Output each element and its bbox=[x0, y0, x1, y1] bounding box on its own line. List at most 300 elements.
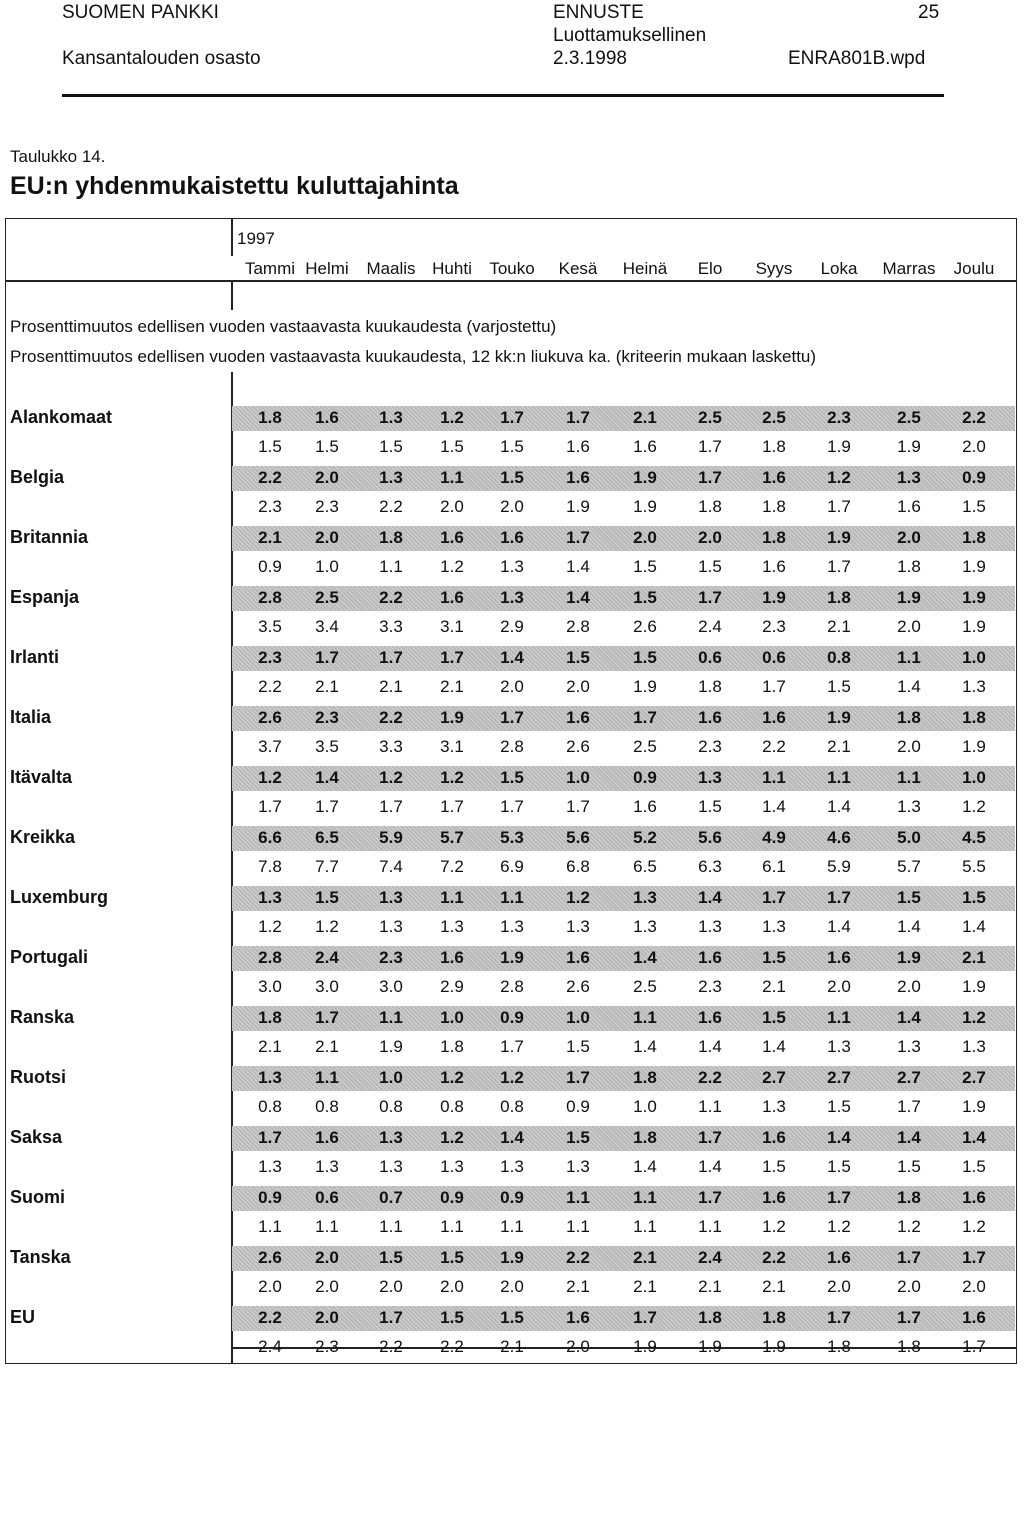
shaded-value-cell: 1.2 bbox=[440, 1068, 464, 1087]
moving-average-value-cell: 1.3 bbox=[762, 1097, 786, 1116]
moving-average-value-cell: 1.4 bbox=[827, 797, 851, 816]
month-header-cell: Joulu bbox=[953, 259, 995, 278]
moving-average-value-cell: 1.2 bbox=[962, 797, 986, 816]
moving-average-value-cell: 1.2 bbox=[962, 1217, 986, 1236]
moving-average-value-cell: 1.2 bbox=[440, 557, 464, 576]
moving-average-value-cell: 1.3 bbox=[258, 1157, 282, 1176]
shaded-value-cell: 1.3 bbox=[258, 888, 282, 907]
shaded-value-cell: 1.6 bbox=[315, 408, 339, 427]
shaded-value-cell: 2.4 bbox=[315, 948, 339, 967]
shaded-value-cell: 1.4 bbox=[633, 948, 657, 967]
moving-average-value-cell: 1.5 bbox=[762, 1157, 786, 1176]
shaded-value-cell: 1.6 bbox=[698, 948, 722, 967]
shaded-value-cell: 2.0 bbox=[633, 528, 657, 547]
moving-average-value-cell: 1.7 bbox=[379, 797, 403, 816]
shaded-value-cell: 2.7 bbox=[897, 1068, 921, 1087]
moving-average-value-cell: 1.5 bbox=[633, 557, 657, 576]
shaded-value-cell: 1.9 bbox=[500, 948, 524, 967]
moving-average-value-cell: 1.6 bbox=[762, 557, 786, 576]
moving-average-value-cell: 3.7 bbox=[258, 737, 282, 756]
moving-average-value-cell: 1.5 bbox=[315, 437, 339, 456]
moving-average-value-cell: 0.8 bbox=[258, 1097, 282, 1116]
moving-average-value-cell: 2.8 bbox=[500, 977, 524, 996]
shaded-value-cell: 1.8 bbox=[897, 708, 921, 727]
moving-average-value-cell: 1.9 bbox=[633, 677, 657, 696]
shaded-value-cell: 1.2 bbox=[500, 1068, 524, 1087]
shaded-value-cell: 1.7 bbox=[500, 708, 524, 727]
moving-average-value-cell: 2.3 bbox=[698, 977, 722, 996]
moving-average-value-cell: 1.5 bbox=[500, 437, 524, 456]
moving-average-value-cell: 1.4 bbox=[962, 917, 986, 936]
moving-average-value-cell: 1.7 bbox=[500, 797, 524, 816]
shaded-value-cell: 2.7 bbox=[827, 1068, 851, 1087]
shaded-value-cell: 2.2 bbox=[258, 1308, 282, 1327]
shaded-value-cell: 2.7 bbox=[762, 1068, 786, 1087]
moving-average-value-cell: 1.1 bbox=[698, 1097, 722, 1116]
month-header-cell: Elo bbox=[697, 259, 723, 278]
shaded-value-cell: 1.6 bbox=[566, 708, 590, 727]
moving-average-value-cell: 1.2 bbox=[315, 917, 339, 936]
shaded-value-cell: 1.2 bbox=[566, 888, 590, 907]
moving-average-value-cell: 1.3 bbox=[633, 917, 657, 936]
moving-average-value-cell: 2.2 bbox=[440, 1337, 464, 1356]
shaded-value-cell: 0.9 bbox=[962, 468, 986, 487]
moving-average-value-cell: 2.3 bbox=[698, 737, 722, 756]
moving-average-value-cell: 7.4 bbox=[379, 857, 403, 876]
shaded-value-cell: 1.7 bbox=[698, 468, 722, 487]
shaded-value-cell: 1.8 bbox=[258, 1008, 282, 1027]
shaded-value-cell: 1.6 bbox=[698, 1008, 722, 1027]
shaded-value-cell: 1.7 bbox=[698, 588, 722, 607]
moving-average-value-cell: 1.1 bbox=[440, 1217, 464, 1236]
moving-average-value-cell: 1.3 bbox=[440, 917, 464, 936]
month-header-cell: Kesä bbox=[558, 259, 598, 278]
shaded-value-cell: 1.8 bbox=[962, 708, 986, 727]
shaded-value-cell: 2.0 bbox=[315, 528, 339, 547]
moving-average-value-cell: 1.4 bbox=[762, 1037, 786, 1056]
shaded-value-cell: 1.4 bbox=[315, 768, 339, 787]
shaded-value-cell: 1.5 bbox=[762, 948, 786, 967]
shaded-row-description: Prosenttimuutos edellisen vuoden vastaavasta kuukaudesta (varjostettu) bbox=[10, 317, 557, 336]
page-number: 25 bbox=[918, 2, 940, 23]
shaded-value-cell: 5.7 bbox=[440, 828, 464, 847]
moving-average-value-cell: 6.3 bbox=[698, 857, 722, 876]
moving-average-value-cell: 2.0 bbox=[315, 1277, 339, 1296]
moving-average-value-cell: 1.8 bbox=[440, 1037, 464, 1056]
moving-average-value-cell: 6.8 bbox=[566, 857, 590, 876]
moving-average-value-cell: 1.5 bbox=[258, 437, 282, 456]
moving-average-value-cell: 2.4 bbox=[258, 1337, 282, 1356]
moving-average-value-cell: 7.2 bbox=[440, 857, 464, 876]
shaded-value-cell: 1.6 bbox=[827, 948, 851, 967]
moving-average-value-cell: 1.3 bbox=[566, 917, 590, 936]
shaded-value-cell: 1.4 bbox=[500, 648, 524, 667]
moving-average-value-cell: 1.5 bbox=[698, 797, 722, 816]
moving-average-value-cell: 2.8 bbox=[500, 737, 524, 756]
moving-average-value-cell: 1.9 bbox=[698, 1337, 722, 1356]
shaded-value-cell: 1.1 bbox=[315, 1068, 339, 1087]
shaded-value-cell: 1.7 bbox=[633, 708, 657, 727]
moving-average-value-cell: 1.3 bbox=[962, 1037, 986, 1056]
shaded-value-cell: 0.9 bbox=[440, 1188, 464, 1207]
moving-average-value-cell: 1.4 bbox=[897, 917, 921, 936]
shaded-value-cell: 1.1 bbox=[897, 768, 921, 787]
moving-average-value-cell: 2.0 bbox=[440, 497, 464, 516]
shaded-value-cell: 1.3 bbox=[379, 1128, 403, 1147]
table-caption: Taulukko 14. bbox=[10, 147, 106, 166]
month-header-cell: Syys bbox=[755, 259, 793, 278]
shaded-value-cell: 1.5 bbox=[566, 1128, 590, 1147]
country-name: Ranska bbox=[10, 1007, 75, 1027]
shaded-value-cell: 4.9 bbox=[762, 828, 786, 847]
moving-average-value-cell: 2.2 bbox=[379, 1337, 403, 1356]
header-divider bbox=[5, 280, 1017, 282]
moving-average-value-cell: 2.1 bbox=[315, 677, 339, 696]
shaded-value-cell: 2.3 bbox=[379, 948, 403, 967]
country-name: Irlanti bbox=[10, 647, 60, 667]
shaded-value-cell: 1.0 bbox=[962, 768, 986, 787]
shaded-value-cell: 1.6 bbox=[500, 528, 524, 547]
country-name: Suomi bbox=[10, 1187, 66, 1207]
shaded-value-cell: 1.6 bbox=[698, 708, 722, 727]
shaded-value-cell: 2.5 bbox=[897, 408, 921, 427]
shaded-value-cell: 1.6 bbox=[762, 468, 786, 487]
moving-average-value-cell: 1.7 bbox=[827, 557, 851, 576]
moving-average-value-cell: 1.5 bbox=[962, 1157, 986, 1176]
shaded-value-cell: 1.9 bbox=[500, 1248, 524, 1267]
table-title: EU:n yhdenmukaistettu kuluttajahinta bbox=[10, 172, 459, 200]
country-name: Italia bbox=[10, 707, 52, 727]
country-name: Luxemburg bbox=[10, 887, 109, 907]
moving-average-value-cell: 2.0 bbox=[258, 1277, 282, 1296]
moving-average-value-cell: 1.1 bbox=[379, 557, 403, 576]
shaded-value-cell: 1.7 bbox=[566, 408, 590, 427]
shaded-value-cell: 1.5 bbox=[500, 1308, 524, 1327]
country-name: Belgia bbox=[10, 467, 65, 487]
shaded-value-cell: 2.4 bbox=[698, 1248, 722, 1267]
moving-average-value-cell: 2.1 bbox=[827, 737, 851, 756]
moving-average-value-cell: 1.5 bbox=[566, 1037, 590, 1056]
moving-average-value-cell: 1.1 bbox=[379, 1217, 403, 1236]
moving-average-value-cell: 2.0 bbox=[827, 1277, 851, 1296]
shaded-value-cell: 2.0 bbox=[315, 468, 339, 487]
moving-average-value-cell: 2.9 bbox=[500, 617, 524, 636]
moving-average-value-cell: 2.4 bbox=[698, 617, 722, 636]
country-name: Ruotsi bbox=[10, 1067, 66, 1087]
shaded-value-cell: 1.9 bbox=[962, 588, 986, 607]
shaded-value-cell: 0.9 bbox=[258, 1188, 282, 1207]
shaded-value-cell: 1.0 bbox=[962, 648, 986, 667]
moving-average-value-cell: 1.1 bbox=[633, 1217, 657, 1236]
moving-average-value-cell: 1.7 bbox=[962, 1337, 986, 1356]
moving-average-value-cell: 1.2 bbox=[258, 917, 282, 936]
shaded-value-cell: 5.0 bbox=[897, 828, 921, 847]
shaded-value-cell: 5.9 bbox=[379, 828, 403, 847]
shaded-value-cell: 1.7 bbox=[698, 1128, 722, 1147]
moving-average-value-cell: 2.0 bbox=[566, 677, 590, 696]
moving-average-value-cell: 1.6 bbox=[566, 437, 590, 456]
moving-average-value-cell: 2.0 bbox=[827, 977, 851, 996]
moving-average-value-cell: 6.1 bbox=[762, 857, 786, 876]
shaded-value-cell: 1.7 bbox=[633, 1308, 657, 1327]
moving-average-value-cell: 2.1 bbox=[762, 1277, 786, 1296]
moving-average-value-cell: 6.9 bbox=[500, 857, 524, 876]
moving-average-value-cell: 1.6 bbox=[633, 797, 657, 816]
moving-average-value-cell: 1.9 bbox=[962, 557, 986, 576]
moving-average-value-cell: 1.5 bbox=[827, 677, 851, 696]
shaded-value-cell: 1.6 bbox=[827, 1248, 851, 1267]
plain-row-description: Prosenttimuutos edellisen vuoden vastaavasta kuukaudesta, 12 kk:n liukuva ka. (kriteerin mukaan laskettu) bbox=[10, 347, 817, 366]
shaded-value-cell: 1.5 bbox=[762, 1008, 786, 1027]
country-name: Britannia bbox=[10, 527, 89, 547]
shaded-value-cell: 0.8 bbox=[827, 648, 851, 667]
shaded-value-cell: 0.6 bbox=[698, 648, 722, 667]
moving-average-value-cell: 1.7 bbox=[315, 797, 339, 816]
moving-average-value-cell: 1.9 bbox=[897, 437, 921, 456]
moving-average-value-cell: 2.2 bbox=[762, 737, 786, 756]
moving-average-value-cell: 2.0 bbox=[897, 617, 921, 636]
moving-average-value-cell: 1.7 bbox=[897, 1097, 921, 1116]
shaded-value-cell: 2.3 bbox=[315, 708, 339, 727]
moving-average-value-cell: 1.7 bbox=[258, 797, 282, 816]
moving-average-value-cell: 1.9 bbox=[962, 977, 986, 996]
shaded-value-cell: 1.5 bbox=[440, 1308, 464, 1327]
shaded-value-cell: 1.1 bbox=[379, 1008, 403, 1027]
moving-average-value-cell: 1.3 bbox=[379, 1157, 403, 1176]
shaded-value-cell: 1.1 bbox=[440, 468, 464, 487]
moving-average-value-cell: 1.3 bbox=[500, 1157, 524, 1176]
classification: Luottamuksellinen bbox=[553, 25, 707, 46]
month-header-cell: Marras bbox=[882, 259, 936, 278]
moving-average-value-cell: 2.1 bbox=[315, 1037, 339, 1056]
shaded-value-cell: 5.6 bbox=[698, 828, 722, 847]
moving-average-value-cell: 1.1 bbox=[698, 1217, 722, 1236]
year-divider-mid bbox=[231, 280, 233, 310]
shaded-value-cell: 1.9 bbox=[762, 588, 786, 607]
moving-average-value-cell: 1.8 bbox=[698, 677, 722, 696]
shaded-value-cell: 1.5 bbox=[440, 1248, 464, 1267]
shaded-value-cell: 1.3 bbox=[379, 888, 403, 907]
shaded-value-cell: 1.0 bbox=[379, 1068, 403, 1087]
shaded-value-cell: 1.1 bbox=[633, 1008, 657, 1027]
moving-average-value-cell: 1.7 bbox=[566, 797, 590, 816]
moving-average-value-cell: 2.0 bbox=[440, 1277, 464, 1296]
header-rule bbox=[62, 94, 944, 97]
shaded-value-cell: 1.3 bbox=[897, 468, 921, 487]
moving-average-value-cell: 2.2 bbox=[379, 497, 403, 516]
moving-average-value-cell: 0.8 bbox=[500, 1097, 524, 1116]
moving-average-value-cell: 2.0 bbox=[379, 1277, 403, 1296]
shaded-value-cell: 1.8 bbox=[633, 1068, 657, 1087]
moving-average-value-cell: 1.6 bbox=[633, 437, 657, 456]
shaded-value-cell: 2.5 bbox=[315, 588, 339, 607]
shaded-value-cell: 1.6 bbox=[566, 948, 590, 967]
moving-average-value-cell: 2.1 bbox=[379, 677, 403, 696]
moving-average-value-cell: 3.5 bbox=[315, 737, 339, 756]
shaded-value-cell: 1.8 bbox=[379, 528, 403, 547]
shaded-value-cell: 1.7 bbox=[897, 1308, 921, 1327]
shaded-value-cell: 1.6 bbox=[762, 1128, 786, 1147]
moving-average-value-cell: 3.1 bbox=[440, 737, 464, 756]
moving-average-value-cell: 1.7 bbox=[440, 797, 464, 816]
moving-average-value-cell: 1.8 bbox=[827, 1337, 851, 1356]
moving-average-value-cell: 1.3 bbox=[500, 917, 524, 936]
shaded-value-cell: 1.5 bbox=[566, 648, 590, 667]
data-column-divider bbox=[231, 372, 233, 1364]
moving-average-value-cell: 1.9 bbox=[566, 497, 590, 516]
shaded-value-cell: 2.1 bbox=[633, 408, 657, 427]
moving-average-value-cell: 2.9 bbox=[440, 977, 464, 996]
moving-average-value-cell: 0.8 bbox=[379, 1097, 403, 1116]
shaded-value-cell: 1.7 bbox=[962, 1248, 986, 1267]
shaded-value-cell: 0.9 bbox=[500, 1008, 524, 1027]
shaded-value-cell: 1.4 bbox=[897, 1128, 921, 1147]
moving-average-value-cell: 1.3 bbox=[566, 1157, 590, 1176]
shaded-value-cell: 2.3 bbox=[258, 648, 282, 667]
moving-average-value-cell: 1.5 bbox=[379, 437, 403, 456]
moving-average-value-cell: 2.5 bbox=[633, 977, 657, 996]
month-header-cell: Tammi bbox=[244, 259, 296, 278]
shaded-value-cell: 1.7 bbox=[827, 1188, 851, 1207]
shaded-value-cell: 1.5 bbox=[379, 1248, 403, 1267]
shaded-value-cell: 1.6 bbox=[440, 528, 464, 547]
country-name: EU bbox=[10, 1307, 36, 1327]
shaded-value-cell: 1.2 bbox=[440, 408, 464, 427]
moving-average-value-cell: 1.9 bbox=[827, 437, 851, 456]
moving-average-value-cell: 1.4 bbox=[897, 677, 921, 696]
shaded-value-cell: 2.2 bbox=[258, 468, 282, 487]
shaded-value-cell: 1.9 bbox=[827, 528, 851, 547]
shaded-value-cell: 2.0 bbox=[315, 1308, 339, 1327]
moving-average-value-cell: 1.4 bbox=[633, 1157, 657, 1176]
shaded-value-cell: 1.9 bbox=[440, 708, 464, 727]
moving-average-value-cell: 1.0 bbox=[315, 557, 339, 576]
moving-average-value-cell: 1.7 bbox=[698, 437, 722, 456]
shaded-value-cell: 1.7 bbox=[315, 1008, 339, 1027]
moving-average-value-cell: 3.0 bbox=[258, 977, 282, 996]
shaded-value-cell: 2.8 bbox=[258, 948, 282, 967]
month-header-cell: Maalis bbox=[366, 259, 416, 278]
moving-average-value-cell: 1.7 bbox=[762, 677, 786, 696]
shaded-value-cell: 1.9 bbox=[897, 588, 921, 607]
moving-average-value-cell: 1.4 bbox=[762, 797, 786, 816]
moving-average-value-cell: 7.8 bbox=[258, 857, 282, 876]
month-header-cell: Loka bbox=[820, 259, 858, 278]
moving-average-value-cell: 1.2 bbox=[762, 1217, 786, 1236]
country-name: Saksa bbox=[10, 1127, 63, 1147]
moving-average-value-cell: 1.4 bbox=[633, 1037, 657, 1056]
moving-average-value-cell: 1.9 bbox=[633, 1337, 657, 1356]
moving-average-value-cell: 1.7 bbox=[827, 497, 851, 516]
moving-average-value-cell: 1.8 bbox=[698, 497, 722, 516]
moving-average-value-cell: 1.3 bbox=[440, 1157, 464, 1176]
shaded-value-cell: 5.6 bbox=[566, 828, 590, 847]
shaded-value-cell: 1.7 bbox=[698, 1188, 722, 1207]
shaded-value-cell: 1.8 bbox=[827, 588, 851, 607]
moving-average-value-cell: 2.0 bbox=[962, 437, 986, 456]
moving-average-value-cell: 0.9 bbox=[258, 557, 282, 576]
moving-average-value-cell: 2.6 bbox=[566, 737, 590, 756]
moving-average-value-cell: 2.1 bbox=[500, 1337, 524, 1356]
shaded-value-cell: 2.3 bbox=[827, 408, 851, 427]
country-name: Tanska bbox=[10, 1247, 71, 1267]
shaded-value-cell: 6.6 bbox=[258, 828, 282, 847]
shaded-value-cell: 1.7 bbox=[566, 1068, 590, 1087]
shaded-value-cell: 1.5 bbox=[500, 768, 524, 787]
shaded-value-cell: 1.6 bbox=[962, 1308, 986, 1327]
year-divider-top bbox=[231, 218, 233, 256]
moving-average-value-cell: 1.3 bbox=[315, 1157, 339, 1176]
shaded-value-cell: 1.4 bbox=[698, 888, 722, 907]
shaded-value-cell: 1.8 bbox=[698, 1308, 722, 1327]
moving-average-value-cell: 3.0 bbox=[379, 977, 403, 996]
shaded-value-cell: 1.7 bbox=[897, 1248, 921, 1267]
shaded-value-cell: 1.8 bbox=[897, 1188, 921, 1207]
moving-average-value-cell: 2.6 bbox=[566, 977, 590, 996]
shaded-value-cell: 1.8 bbox=[633, 1128, 657, 1147]
shaded-value-cell: 1.4 bbox=[827, 1128, 851, 1147]
moving-average-value-cell: 1.5 bbox=[440, 437, 464, 456]
moving-average-value-cell: 2.3 bbox=[315, 1337, 339, 1356]
shaded-value-cell: 2.1 bbox=[633, 1248, 657, 1267]
shaded-value-cell: 2.8 bbox=[258, 588, 282, 607]
moving-average-value-cell: 0.8 bbox=[315, 1097, 339, 1116]
moving-average-value-cell: 1.3 bbox=[698, 917, 722, 936]
moving-average-value-cell: 1.3 bbox=[827, 1037, 851, 1056]
shaded-value-cell: 1.7 bbox=[762, 888, 786, 907]
shaded-value-cell: 1.1 bbox=[897, 648, 921, 667]
shaded-value-cell: 1.1 bbox=[566, 1188, 590, 1207]
shaded-value-cell: 2.6 bbox=[258, 708, 282, 727]
shaded-value-cell: 1.1 bbox=[633, 1188, 657, 1207]
shaded-value-cell: 1.1 bbox=[827, 1008, 851, 1027]
shaded-value-cell: 1.6 bbox=[762, 708, 786, 727]
moving-average-value-cell: 2.0 bbox=[962, 1277, 986, 1296]
shaded-value-cell: 1.3 bbox=[379, 468, 403, 487]
shaded-value-cell: 1.7 bbox=[500, 408, 524, 427]
moving-average-value-cell: 2.2 bbox=[258, 677, 282, 696]
shaded-value-cell: 2.5 bbox=[698, 408, 722, 427]
shaded-value-cell: 0.9 bbox=[633, 768, 657, 787]
moving-average-value-cell: 2.1 bbox=[827, 617, 851, 636]
moving-average-value-cell: 5.9 bbox=[827, 857, 851, 876]
doc-date: 2.3.1998 bbox=[553, 48, 627, 69]
moving-average-value-cell: 5.5 bbox=[962, 857, 986, 876]
moving-average-value-cell: 1.8 bbox=[762, 437, 786, 456]
moving-average-value-cell: 1.8 bbox=[897, 557, 921, 576]
moving-average-value-cell: 3.0 bbox=[315, 977, 339, 996]
shaded-value-cell: 1.4 bbox=[962, 1128, 986, 1147]
moving-average-value-cell: 1.9 bbox=[633, 497, 657, 516]
shaded-value-cell: 1.7 bbox=[827, 1308, 851, 1327]
shaded-value-cell: 1.0 bbox=[566, 768, 590, 787]
month-header-cell: Heinä bbox=[622, 259, 668, 278]
shaded-value-cell: 1.3 bbox=[500, 588, 524, 607]
shaded-value-cell: 1.7 bbox=[258, 1128, 282, 1147]
shaded-value-cell: 2.0 bbox=[315, 1248, 339, 1267]
shaded-value-cell: 6.5 bbox=[315, 828, 339, 847]
shaded-value-cell: 1.1 bbox=[500, 888, 524, 907]
shaded-value-cell: 2.2 bbox=[698, 1068, 722, 1087]
moving-average-value-cell: 1.3 bbox=[962, 677, 986, 696]
shaded-value-cell: 5.2 bbox=[633, 828, 657, 847]
file-name: ENRA801B.wpd bbox=[788, 48, 926, 69]
moving-average-value-cell: 1.1 bbox=[566, 1217, 590, 1236]
shaded-value-cell: 1.6 bbox=[315, 1128, 339, 1147]
moving-average-value-cell: 1.3 bbox=[897, 797, 921, 816]
moving-average-value-cell: 1.4 bbox=[698, 1157, 722, 1176]
moving-average-value-cell: 1.7 bbox=[500, 1037, 524, 1056]
